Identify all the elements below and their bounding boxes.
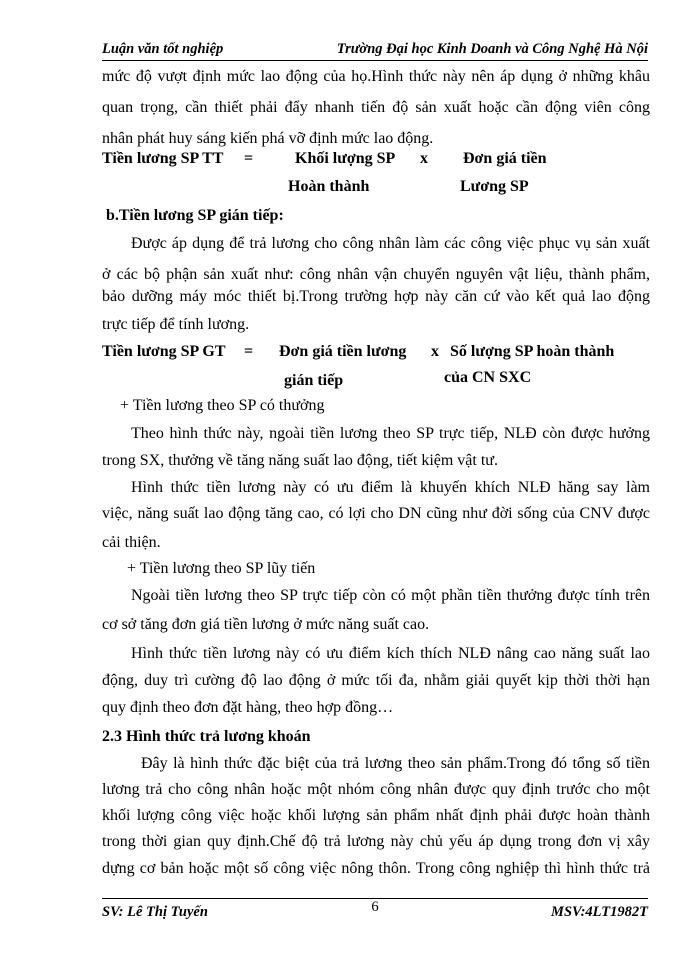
text-line: bảo dưỡng máy móc thiết bị.Trong trường hợp này căn cứ vào kết quả lao động bbox=[102, 288, 650, 305]
formula-equals: = bbox=[244, 343, 254, 360]
formula-times: x bbox=[420, 150, 428, 167]
text-line: cơ sở tăng đơn giá tiền lương ở mức năng suất cao. bbox=[102, 616, 430, 633]
formula-term-b: Đơn giá tiền bbox=[463, 150, 547, 167]
section-title-indirect: b.Tiền lương SP gián tiếp: bbox=[106, 207, 284, 224]
text-line: việc, năng suất lao động tăng cao, có lợi cho DN cũng như đời sống của CNV được bbox=[102, 505, 650, 522]
text-line: quan trọng, cần thiết phải đẩy nhanh tiến độ sản xuất hoặc cần động viên công bbox=[102, 99, 650, 116]
page-number: 6 bbox=[371, 899, 379, 915]
formula-lhs: Tiền lương SP GT bbox=[102, 343, 226, 360]
text-line: trực tiếp để tính lương. bbox=[102, 316, 250, 333]
text-line: động, duy trì cường độ lao động ở mức tối đa, nhằm giải quyết kịp thời thời hạn bbox=[102, 672, 650, 689]
formula-term-b-sub: của CN SXC bbox=[444, 369, 532, 386]
text-line: Ngoài tiền lương theo SP trực tiếp còn có một phần tiền thưởng được tính trên bbox=[131, 587, 650, 604]
text-line: mức độ vượt định mức lao động của họ.Hình thức này nên áp dụng ở những khâu bbox=[102, 68, 650, 85]
formula-term-a: Đơn giá tiền lương bbox=[279, 343, 407, 360]
formula-term-a-sub: Hoàn thành bbox=[288, 178, 370, 195]
text-line: trong SX, thưởng về tăng năng suất lao động, tiết kiệm vật tư. bbox=[102, 452, 498, 469]
formula-equals: = bbox=[244, 150, 254, 167]
page-footer bbox=[102, 898, 648, 923]
text-line: khối lượng công việc hoặc khối lượng sản phẩm nhất định phải được hoàn thành bbox=[102, 807, 650, 824]
text-line: ở các bộ phận sản xuất như: công nhân vận chuyển nguyên vật liệu, thành phẩm, bbox=[102, 266, 650, 283]
text-line: trong thời gian quy định.Chế độ trả lương này chủ yếu áp dụng trong đơn vị xây bbox=[102, 833, 650, 850]
text-line: Hình thức tiền lương này có ưu điểm kích thích NLĐ nâng cao năng suất lao bbox=[131, 645, 650, 662]
text-line: nhân phát huy sáng kiến phá vỡ định mức lao động. bbox=[102, 130, 434, 147]
formula-times: x bbox=[431, 343, 439, 360]
formula-lhs: Tiền lương SP TT bbox=[102, 150, 224, 167]
text-line: Đây là hình thức đặc biệt của trả lương theo sản phẩm.Trong đó tổng số tiền bbox=[141, 755, 650, 772]
text-line: Hình thức tiền lương này có ưu điểm là khuyến khích NLĐ hăng say làm bbox=[131, 479, 650, 496]
text-line: Được áp dụng để trả lương cho công nhân làm các công việc phục vụ sản xuất bbox=[131, 235, 650, 252]
footer-student-name: SV: Lê Thị Tuyến bbox=[102, 904, 208, 920]
page-header bbox=[102, 40, 648, 61]
text-line: Theo hình thức này, ngoài tiền lương theo SP trực tiếp, NLĐ còn được hưởng bbox=[131, 425, 650, 442]
subsection-title-bonus: + Tiền lương theo SP có thưởng bbox=[120, 397, 325, 414]
text-line: dựng cơ bản hoặc một số công việc nông thôn. Trong công nghiệp thì hình thức trả bbox=[102, 860, 650, 877]
text-line: cải thiện. bbox=[102, 534, 161, 551]
header-university: Trường Đại học Kinh Doanh và Công Nghệ Hà Nội bbox=[336, 41, 648, 57]
subsection-title-progressive: + Tiền lương theo SP lũy tiến bbox=[127, 560, 316, 577]
text-line: quy định theo đơn đặt hàng, theo hợp đồng… bbox=[102, 699, 394, 716]
footer-student-id: MSV:4LT1982T bbox=[551, 904, 648, 920]
formula-term-b: Số lượng SP hoàn thành bbox=[450, 343, 615, 360]
section-title-contract-wage: 2.3 Hình thức trả lương khoán bbox=[102, 728, 311, 745]
formula-term-a: Khối lượng SP bbox=[295, 150, 396, 167]
formula-term-a-sub: gián tiếp bbox=[284, 372, 344, 389]
formula-term-b-sub: Lương SP bbox=[460, 178, 529, 195]
header-thesis-label: Luận văn tốt nghiệp bbox=[102, 41, 224, 57]
text-line: lương trả cho công nhân hoặc một nhóm công nhân được quy định trước cho một bbox=[102, 781, 650, 798]
